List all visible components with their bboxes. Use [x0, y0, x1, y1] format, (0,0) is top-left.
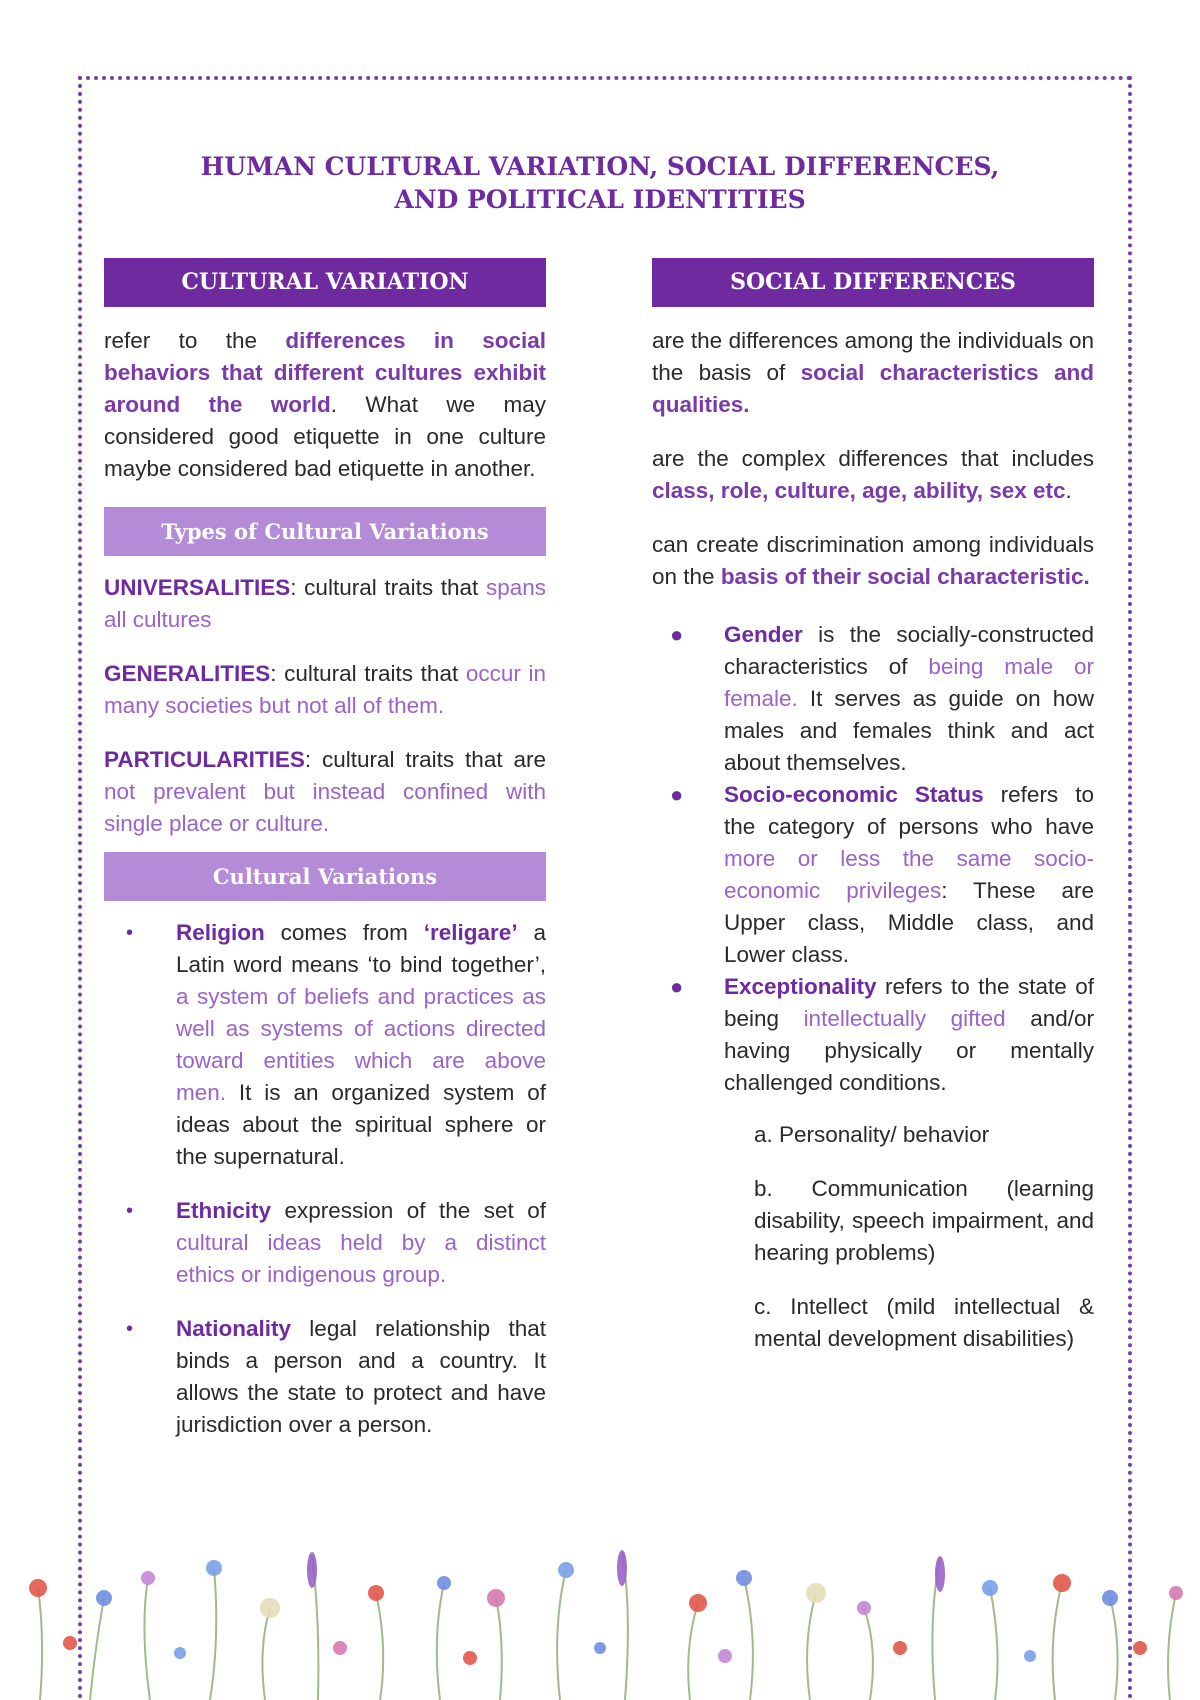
flower-icon	[260, 1598, 280, 1618]
flower-icon	[1169, 1586, 1183, 1600]
cornflower-icon	[174, 1647, 186, 1659]
flower-icon	[333, 1641, 347, 1655]
cornflower-icon	[206, 1560, 222, 1576]
poppy-flower-icon	[29, 1579, 47, 1597]
type-generalities: GENERALITIES: cultural traits that occur in many societies but not all of them.	[104, 661, 546, 718]
social-differences-header: SOCIAL DIFFERENCES	[652, 258, 1094, 307]
flower-icon	[718, 1649, 732, 1663]
bullet-icon: •	[126, 922, 134, 944]
cornflower-icon	[736, 1570, 752, 1586]
social-differences-column	[652, 258, 1094, 1355]
cornflower-icon	[1102, 1590, 1118, 1606]
types-of-cultural-variations-header: Types of Cultural Variations	[104, 507, 546, 556]
social-differences-definition-3: can create discrimination among individuals on the basis of their social characteristic.	[652, 532, 1094, 589]
list-item: ● Exceptionality refers to the state of being intellectually gifted and/or having physically or mentally challenged conditions.	[652, 971, 1094, 1099]
list-item: • Nationality legal relationship that binds a person and a country. It allows the state to protect and have jurisdiction over a person.	[104, 1313, 546, 1441]
type-particularities: PARTICULARITIES: cultural traits that are not prevalent but instead confined with single place or culture.	[104, 747, 546, 836]
page-title: HUMAN CULTURAL VARIATION, SOCIAL DIFFERENCES, AND POLITICAL IDENTITIES	[200, 152, 1000, 214]
cornflower-icon	[437, 1576, 451, 1590]
exceptionality-subitem-a: a. Personality/ behavior	[754, 1122, 990, 1147]
bullet-icon: ●	[670, 974, 684, 999]
poppy-flower-icon	[1133, 1641, 1147, 1655]
list-item: • Religion comes from ‘religare’ a Latin word means ‘to bind together’, a system of beliefs and practices as well as systems of actions directed toward entities which are above men. It is an organized system of ideas about the spiritual sphere or the supernatural.	[104, 917, 546, 1173]
cornflower-icon	[1024, 1650, 1036, 1662]
poppy-flower-icon	[368, 1585, 384, 1601]
exceptionality-subitem-b: b. Communication (learning disability, speech impairment, and hearing problems)	[754, 1176, 1094, 1265]
cornflower-icon	[982, 1580, 998, 1596]
list-item: ● Socio-economic Status refers to the category of persons who have more or less the same socio-economic privileges: These are Upper class, Middle class, and Lower class.	[652, 779, 1094, 971]
poppy-flower-icon	[893, 1641, 907, 1655]
flower-icon	[141, 1571, 155, 1585]
poppy-flower-icon	[463, 1651, 477, 1665]
list-item: • Ethnicity expression of the set of cultural ideas held by a distinct ethics or indigenous group.	[104, 1195, 546, 1291]
poppy-flower-icon	[1053, 1574, 1071, 1592]
lavender-icon	[307, 1552, 317, 1588]
poppy-flower-icon	[63, 1636, 77, 1650]
flower-icon	[487, 1589, 505, 1607]
bullet-icon: •	[126, 1200, 134, 1222]
cornflower-icon	[558, 1562, 574, 1578]
flower-icon	[806, 1583, 826, 1603]
social-differences-definition-1: are the differences among the individuals on the basis of social characteristics and qualities.	[652, 328, 1094, 417]
bullet-icon: ●	[670, 782, 684, 807]
social-differences-list	[652, 619, 1094, 1099]
bullet-icon: •	[126, 1318, 134, 1340]
exceptionality-subitem-c: c. Intellect (mild intellectual & mental development disabilities)	[754, 1294, 1094, 1351]
type-universalities: UNIVERSALITIES: cultural traits that spans all cultures	[104, 575, 546, 632]
cornflower-icon	[594, 1642, 606, 1654]
list-item: ● Gender is the socially-constructed characteristics of being male or female. It serves as guide on how males and females think and act about themselves.	[652, 619, 1094, 779]
cultural-variations-header: Cultural Variations	[104, 852, 546, 901]
social-differences-definition-2: are the complex differences that includes class, role, culture, age, ability, sex etc.	[652, 446, 1094, 503]
poppy-flower-icon	[689, 1594, 707, 1612]
lavender-icon	[935, 1556, 945, 1592]
cultural-variation-intro: refer to the differences in social behaviors that different cultures exhibit around the world. What we may considered good etiquette in one culture maybe considered bad etiquette in another.	[104, 328, 546, 481]
cultural-variation-header: CULTURAL VARIATION	[104, 258, 546, 307]
cultural-variation-column	[104, 258, 546, 1441]
bullet-icon: ●	[670, 622, 684, 647]
wildflower-border-illustration	[0, 1548, 1200, 1700]
cornflower-icon	[96, 1590, 112, 1606]
cultural-variations-list	[104, 917, 546, 1441]
lavender-icon	[617, 1550, 627, 1586]
flower-icon	[857, 1601, 871, 1615]
